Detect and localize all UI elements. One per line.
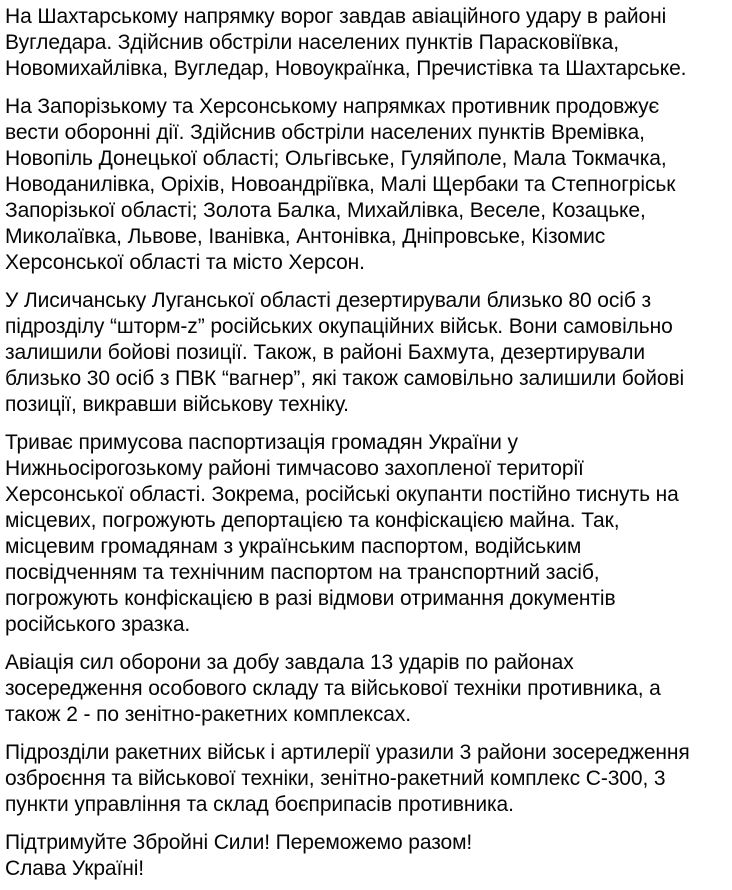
paragraph-shakhtarske-direction: На Шахтарському напрямку ворог завдав авіаційного удару в районі Вугледара. Здійснив обстріли населених пунктів Парасковіївка, Новомихайлівка, Вугледар, Новоукраїнка, Пречистівка та Шахтарське. [5,5,687,80]
paragraph-zaporizhzhia-kherson-directions: На Запорізькому та Херсонському напрямках противник продовжує вести оборонні дії. Здійснив обстріли населених пунктів Времівка, Новопіль Донецької області; Ольгівське, Гуляйполе, Мала Токмачка, Новоданилівка, Оріхів, Новоандріївка, Малі Щербаки та Степногріськ Запорізької області; Золота Балка, Михайлівка, Веселе, Козацьке, Миколаївка, Львове, Іванівка, Антонівка, Дніпровське, Кізомис Херсонської області та місто Херсон. [5,95,676,274]
paragraph-missile-artillery-strikes: Підрозділи ракетних військ і артилерії уразили 3 райони зосередження озброєння та військової техніки, зенітно-ракетний комплекс С-300, 3 пункти управління та склад боєприпасів противника. [5,741,690,816]
closing-glory-line: Слава Україні! [5,857,145,880]
closing-support-line: Підтримуйте Збройні Сили! Переможемо разом! [5,831,473,854]
closing-paragraph [5,830,708,882]
paragraph-aviation-strikes: Авіація сил оборони за добу завдала 13 ударів по районах зосередження особового складу та військової техніки противника, а також 2 - по зенітно-ракетних комплексах. [5,651,661,726]
paragraph-forced-passportization: Триває примусова паспортизація громадян України у Нижньосірогозькому районі тимчасово захопленої території Херсонської області. Зокрема, російські окупанти постійно тиснуть на місцевих, погрожують депортацією та конфіскацією майна. Так, місцевим громадянам з українським паспортом, водійським посвідченням та технічним паспортом на транспортний засіб, погрожують конфіскацією в разі відмови отримання документів російського зразка. [5,431,679,636]
paragraph-deserters: У Лисичанську Луганської області дезертирували близько 80 осіб з підрозділу “шторм-z” російських окупаційних військ. Вони самовільно залишили бойові позиції. Також, в районі Бахмута, дезертирували близько 30 осіб з ПВК “вагнер”, які також самовільно залишили бойові позиції, викравши військову техніку. [5,289,685,416]
